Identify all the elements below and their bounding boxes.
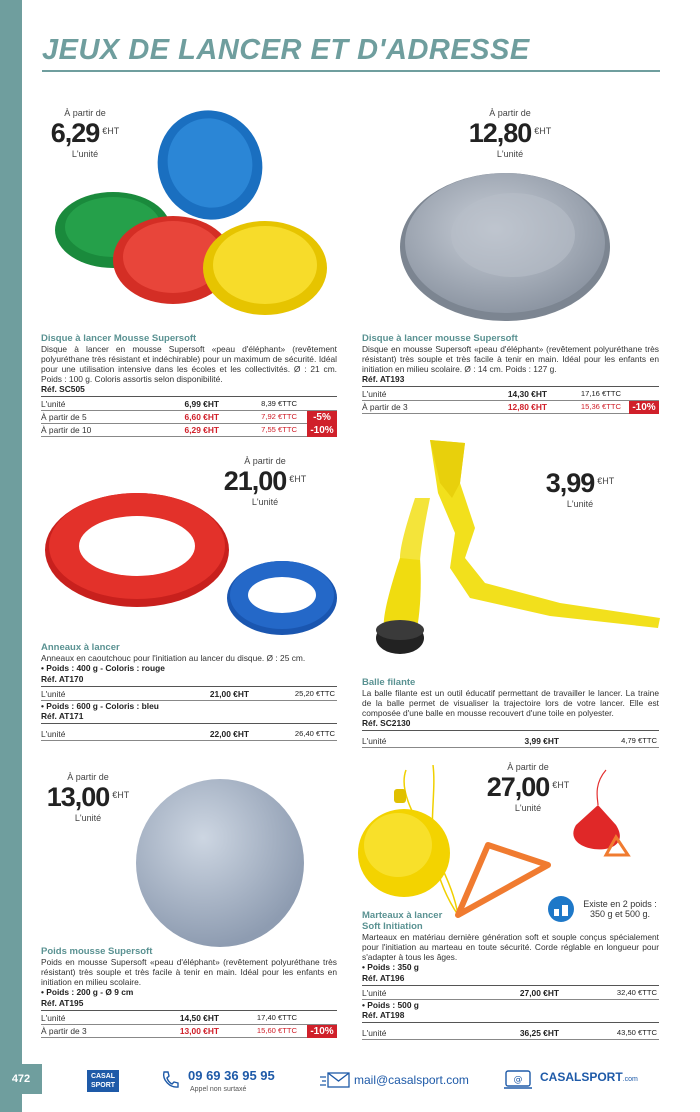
price-row: [362, 987, 659, 1000]
row-ttc: 15,60 €TTC: [256, 1025, 297, 1035]
product-at193: [362, 333, 659, 414]
product-name: Poids mousse Supersoft: [41, 946, 153, 957]
phone-number[interactable]: [162, 1068, 275, 1083]
product-desc: Anneaux en caoutchouc pour l'initiation au lancer du disque. Ø : 25 cm.: [41, 653, 306, 663]
row-ht: 22,00 €HT: [209, 729, 249, 739]
mail-link[interactable]: [320, 1073, 469, 1087]
row-ttc: 17,40 €TTC: [256, 1012, 297, 1022]
price-ht: €HT: [112, 790, 130, 800]
price-value: 27,00: [486, 772, 550, 802]
price-row: [362, 401, 659, 414]
price-unit: L'unité: [251, 497, 279, 507]
price-unit: L'unité: [71, 149, 99, 159]
phone-subtitle: Appel non surtaxé: [190, 1086, 247, 1093]
price-value: 6,29: [50, 118, 100, 148]
row-label: L'unité: [41, 729, 66, 739]
weights-note-line1: Existe en 2 poids :: [583, 899, 657, 909]
mail-text: mail@casalsport.com: [354, 1073, 469, 1087]
row-label: L'unité: [41, 1012, 66, 1023]
product-ref: Réf. AT193: [362, 374, 659, 387]
product-balle: [362, 677, 659, 748]
discount-badge: -10%: [629, 401, 659, 414]
product-name: Balle filante: [362, 677, 416, 688]
logo-line1: CASAL: [90, 1073, 116, 1080]
row-ttc: 25,20 €TTC: [294, 688, 335, 698]
product-bullet: • Poids : 400 g - Coloris : rouge: [41, 663, 165, 673]
price-row: [362, 735, 659, 748]
price-row: [41, 424, 337, 437]
product-bullet: • Poids : 600 g - Coloris : bleu: [41, 700, 159, 711]
product-name-2: Soft Initiation: [362, 921, 423, 932]
price-ht: €HT: [102, 126, 120, 136]
row-label: À partir de 10: [41, 425, 92, 435]
title-rule: [42, 70, 660, 72]
product-ref: Réf. AT171: [41, 711, 337, 724]
price-row: [41, 398, 337, 411]
row-ht: 14,50 €HT: [179, 1012, 219, 1023]
foam-shot-image: [120, 775, 320, 950]
price-row: [41, 1025, 337, 1038]
price-from: À partir de: [64, 108, 106, 118]
product-desc: Disque à lancer en mousse Supersoft «peau d'éléphant» (revêtement polyuréthane très résistant et indéchirable) pour un maximum de sécurité. Idéal pour une utilisation intensive dans les écoles et les collectivités. Ø : 21 cm. Poids : 100 g. Coloris assortis selon disponibilité.: [41, 344, 337, 384]
web-link[interactable]: [504, 1070, 638, 1084]
row-ttc: 26,40 €TTC: [294, 729, 335, 738]
rings-image: [42, 488, 340, 638]
row-label: L'unité: [362, 736, 387, 746]
product-ref: Réf. AT198: [362, 1010, 659, 1023]
price-from: À partir de: [507, 762, 549, 772]
row-label: L'unité: [362, 987, 387, 998]
row-ttc: 8,39 €TTC: [261, 399, 297, 408]
row-ht: 36,25 €HT: [519, 1028, 559, 1038]
price-value: 13,00: [46, 782, 110, 812]
price-value: 21,00: [223, 466, 287, 496]
row-label: L'unité: [41, 399, 66, 409]
price-box-at193: [460, 108, 560, 159]
price-ht: €HT: [289, 474, 307, 484]
price-unit: L'unité: [496, 149, 524, 159]
price-ht: €HT: [597, 476, 615, 486]
price-row: [41, 1012, 337, 1025]
product-desc: Marteaux en matériau dernière génération soft et souple conçus spécialement pour l'initiation au marteau en toute sécurité. Corde réglable en longueur pour s'adapter à tous les âges.: [362, 932, 659, 962]
price-unit: L'unité: [514, 803, 542, 813]
row-ttc: 4,79 €TTC: [621, 736, 657, 745]
product-name-1: Marteaux à lancer: [362, 910, 443, 921]
web-suffix: .com: [622, 1076, 638, 1083]
row-ht: 13,00 €HT: [179, 1025, 219, 1036]
row-ht: 12,80 €HT: [507, 402, 547, 412]
product-ref: Réf. AT170: [41, 674, 337, 687]
svg-text:@: @: [513, 1075, 523, 1085]
price-ht: €HT: [534, 126, 552, 136]
phone-text: 09 69 36 95 95: [188, 1068, 275, 1083]
weights-note-line2: 350 g et 500 g.: [589, 909, 651, 919]
product-name: Disque à lancer mousse Supersoft: [362, 333, 518, 344]
discount-badge: -10%: [307, 1025, 337, 1038]
row-ht: 3,99 €HT: [524, 736, 559, 746]
price-row: [362, 388, 659, 401]
price-row: [41, 688, 337, 701]
foam-discs-image: [45, 105, 335, 327]
row-ht: 27,00 €HT: [519, 987, 559, 998]
price-value: 12,80: [468, 118, 532, 148]
row-ht: 14,30 €HT: [507, 389, 547, 399]
product-sc505: [41, 333, 337, 437]
product-poids: [41, 946, 337, 1038]
row-label: À partir de 3: [362, 402, 408, 412]
product-desc: La balle filante est un outil éducatif permettant de travailler le lancer. La traine de la balle permet de visualiser la trajectoire lors de votre lancer. Elle est composée d'une balle en mousse recouvert d'une toile en polyester.: [362, 688, 659, 718]
row-label: À partir de 5: [41, 412, 87, 422]
streamer-ball-image: [360, 438, 660, 660]
price-row: [41, 728, 337, 741]
price-row: [41, 411, 337, 424]
price-from: À partir de: [244, 456, 286, 466]
discount-badge: -10%: [307, 424, 337, 437]
side-band: [0, 0, 22, 1112]
product-ref: Réf. SC505: [41, 384, 337, 397]
product-bullet: • Poids : 500 g: [362, 999, 419, 1010]
product-ref: Réf. AT196: [362, 973, 659, 986]
price-row: [362, 1027, 659, 1040]
product-desc: Disque en mousse Supersoft «peau d'éléphant» (revêtement polyuréthane très résistant) très souple et très facile à tenir en main. Idéal pour les enfants en initiation en milieu scolaire. Ø : 14 cm. Poids : 127 g.: [362, 344, 659, 374]
row-ttc: 7,92 €TTC: [261, 412, 297, 421]
price-from: À partir de: [67, 772, 109, 782]
product-ref: Réf. SC2130: [362, 718, 659, 731]
page-title: JEUX DE LANCER ET D'ADRESSE: [42, 34, 530, 66]
product-ref: Réf. AT195: [41, 998, 337, 1011]
logo-line2: SPORT: [90, 1082, 116, 1089]
product-name: Disque à lancer Mousse Supersoft: [41, 333, 197, 344]
page-number: 472: [0, 1064, 42, 1094]
price-ht: €HT: [552, 780, 570, 790]
row-ht: 6,29 €HT: [184, 425, 219, 435]
price-value: 3,99: [545, 468, 595, 498]
product-bullet: • Poids : 350 g: [362, 962, 419, 972]
row-ttc: 32,40 €TTC: [616, 987, 657, 997]
row-ttc: 43,50 €TTC: [616, 1028, 657, 1037]
web-text: CASALSPORT: [540, 1070, 623, 1084]
price-from: À partir de: [489, 108, 531, 118]
price-unit: L'unité: [566, 499, 594, 509]
price-unit: L'unité: [74, 813, 102, 823]
discount-badge: -5%: [307, 411, 337, 424]
row-label: L'unité: [362, 1028, 387, 1038]
casal-sport-logo: [87, 1070, 119, 1092]
row-ht: 6,99 €HT: [184, 399, 219, 409]
product-bullet: • Poids : 200 g - Ø 9 cm: [41, 987, 134, 997]
product-marteaux: [362, 910, 659, 1040]
product-name: Anneaux à lancer: [41, 642, 120, 653]
row-label: L'unité: [41, 688, 66, 699]
row-ttc: 7,55 €TTC: [261, 425, 297, 434]
row-ttc: 15,36 €TTC: [580, 402, 621, 411]
grey-disc-image: [395, 165, 615, 325]
row-ttc: 17,16 €TTC: [580, 389, 621, 398]
product-desc: Poids en mousse Supersoft «peau d'éléphant» (revêtement polyuréthane très résistant) très souple et très facile à tenir en main. Idéal pour les enfants en initiation en milieu scolaire.: [41, 957, 337, 987]
row-ht: 6,60 €HT: [184, 412, 219, 422]
row-label: L'unité: [362, 389, 387, 399]
row-label: À partir de 3: [41, 1025, 87, 1036]
product-anneaux: [41, 642, 337, 741]
row-ht: 21,00 €HT: [209, 688, 249, 699]
